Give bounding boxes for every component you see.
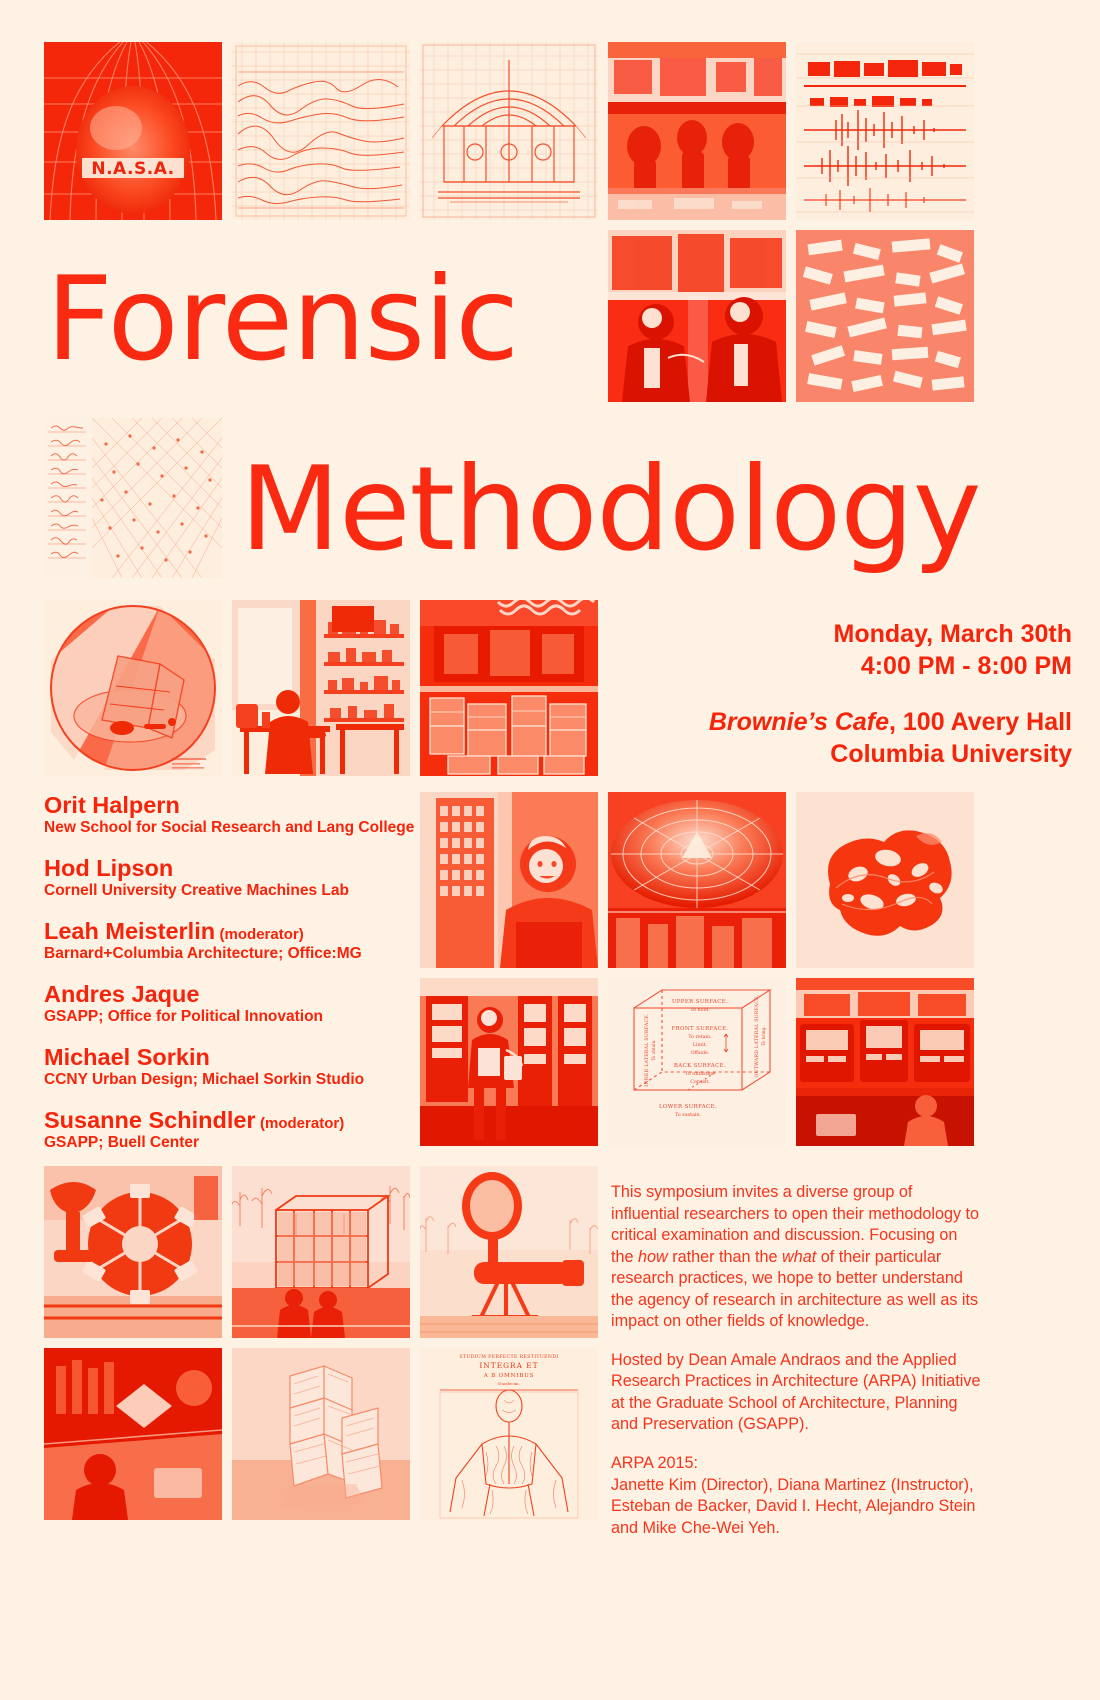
cube-label-upper-sub: To hold. xyxy=(690,1008,710,1013)
tile-wrapped-blocks-photo xyxy=(232,1348,410,1520)
event-time: 4:00 PM - 8:00 PM xyxy=(860,652,1072,680)
event-venue-line xyxy=(709,706,1072,738)
cube-label-upper: UPPER SURFACE. xyxy=(671,999,729,1005)
desc-p1-c: of their particular research practices, we hope to better understand the agency of research in architecture as well as its impact on other fields of knowledge. xyxy=(611,1247,979,1331)
cube-label-back: BACK SURFACE. xyxy=(673,1063,727,1069)
description-paragraph-3 xyxy=(611,1453,983,1539)
event-venue-name: Brownie’s Cafe xyxy=(708,708,890,736)
speaker-name: Susanne Schindler xyxy=(44,1106,256,1133)
speaker-affiliation: CCNY Urban Design; Michael Sorkin Studio xyxy=(44,1070,365,1088)
speaker-name-line xyxy=(44,855,434,881)
speaker-entry xyxy=(44,855,434,901)
speaker-affiliation: Barnard+Columbia Architecture; Office:MG xyxy=(44,945,362,963)
tile-machine-shop-photo xyxy=(608,42,786,220)
desc-p1-a: This symposium invites a diverse group of influential researchers to open their methodology to critical examination and discussion. Focusing on the xyxy=(611,1183,980,1266)
speaker-name: Andres Jaque xyxy=(44,980,200,1007)
speaker-entry xyxy=(44,981,434,1027)
speaker-list xyxy=(44,792,434,1169)
tile-stacked-crates-interior xyxy=(420,600,598,776)
speaker-affiliation: GSAPP; Office for Political Innovation xyxy=(44,1008,324,1026)
anatomy-header-small: STUDIUM PERFECTE RESTITUENDI xyxy=(459,1355,559,1360)
speaker-role: (moderator) xyxy=(260,1114,345,1132)
arpa-year-label: ARPA 2015: xyxy=(611,1454,698,1473)
cube-label-front: FRONT SURFACE. xyxy=(671,1026,729,1032)
tile-seismograph-chart xyxy=(232,42,410,220)
speaker-name-line xyxy=(44,1044,434,1070)
tile-waveform-strips xyxy=(796,42,974,220)
tile-anatomical-figure-plate xyxy=(420,1348,598,1520)
anatomy-sub: Duodecim. xyxy=(498,1381,520,1386)
speaker-name: Hod Lipson xyxy=(44,854,174,881)
tile-dark-workshop-photo xyxy=(44,1348,222,1520)
desc-p1-em-how: how xyxy=(638,1247,668,1266)
event-institution: Columbia University xyxy=(830,740,1072,768)
speaker-affiliation: GSAPP; Buell Center xyxy=(44,1133,200,1151)
tile-two-men-discussion xyxy=(608,230,786,402)
speaker-name-line xyxy=(44,981,434,1007)
speaker-affiliation: Cornell University Creative Machines Lab xyxy=(44,882,349,900)
tile-organic-form-render xyxy=(796,792,974,968)
cube-back-2: Consist. xyxy=(690,1080,710,1085)
speaker-entry xyxy=(44,918,434,964)
poster-title-line1: Forensic xyxy=(46,252,519,387)
speaker-entry xyxy=(44,1107,434,1153)
tile-surface-cube-diagram xyxy=(608,978,786,1146)
anatomy-title-right: A B OMNIBUS xyxy=(483,1373,535,1379)
cube-label-left: INNER LATERAL SURFACE. xyxy=(645,1013,650,1087)
tile-woman-at-computers xyxy=(420,978,598,1146)
tile-handwritten-ledger-grid xyxy=(44,418,222,578)
description-paragraph-2: Hosted by Dean Amale Andraos and the Applied Research Practices in Architecture (ARPA) Initiative at the Graduate School of Architecture, Planning and Preservation (GSAPP). xyxy=(611,1350,981,1434)
tile-control-room-photo xyxy=(796,978,974,1146)
cube-label-right: OUTWARD LATERAL SURFACE. xyxy=(755,994,760,1078)
speaker-affiliation: New School for Social Research and Lang College xyxy=(44,819,415,837)
cube-front-2: Limit. xyxy=(692,1043,708,1048)
speaker-role: (moderator) xyxy=(219,925,304,943)
speaker-entry xyxy=(44,1044,434,1090)
tile-nasa-balloon xyxy=(44,42,222,220)
nasa-tile-label: N.A.S.A. xyxy=(91,159,175,179)
anatomy-title-left: INTEGRA ET xyxy=(479,1361,539,1370)
cube-front-3: Offside. xyxy=(690,1051,710,1056)
desc-p1-em-what: what xyxy=(782,1247,817,1266)
cube-front-1: To retain. xyxy=(688,1035,712,1040)
tile-dome-blueprint xyxy=(420,42,598,220)
desc-p1-b: rather than the xyxy=(667,1247,783,1266)
tile-dash-pattern-grid xyxy=(796,230,974,402)
speaker-name-line xyxy=(44,918,434,944)
speaker-name: Leah Meisterlin xyxy=(44,917,216,944)
speaker-entry xyxy=(44,792,434,838)
description-block xyxy=(611,1182,983,1556)
cube-back-1: To unfasten. xyxy=(685,1072,715,1077)
speaker-name: Orit Halpern xyxy=(44,792,180,818)
description-paragraph-1 xyxy=(611,1182,983,1333)
cube-label-lower: LOWER SURFACE. xyxy=(658,1104,718,1110)
speaker-name: Michael Sorkin xyxy=(44,1043,210,1070)
cube-lower-sub: To sustain. xyxy=(674,1113,702,1118)
cube-label-right-sub: To bring. xyxy=(761,1026,766,1046)
event-date: Monday, March 30th xyxy=(833,620,1072,648)
arpa-credits: Janette Kim (Director), Diana Martinez (Instructor), Esteban de Backer, David I. Hecht, Alejandro Stein and Mike Che-Wei Yeh. xyxy=(611,1475,976,1537)
tile-rotary-machine-photo xyxy=(44,1166,222,1338)
event-venue-address: , 100 Avery Hall xyxy=(889,708,1072,736)
tile-laboratory-interior xyxy=(232,600,410,776)
poster-title-line2: Methodology xyxy=(240,442,981,577)
tile-circle-diagram-object xyxy=(44,600,222,776)
speaker-name-line xyxy=(44,792,434,818)
event-datetime xyxy=(834,618,1072,682)
tile-tower-and-portrait xyxy=(420,792,598,968)
tile-glass-pavilion-photo xyxy=(232,1166,410,1338)
tile-field-apparatus-photo xyxy=(420,1166,598,1338)
cube-label-left-sub: To obtain. xyxy=(651,1039,656,1061)
speaker-name-line xyxy=(44,1107,434,1133)
event-location xyxy=(709,706,1072,770)
tile-mirrored-dome-interior xyxy=(608,792,786,968)
